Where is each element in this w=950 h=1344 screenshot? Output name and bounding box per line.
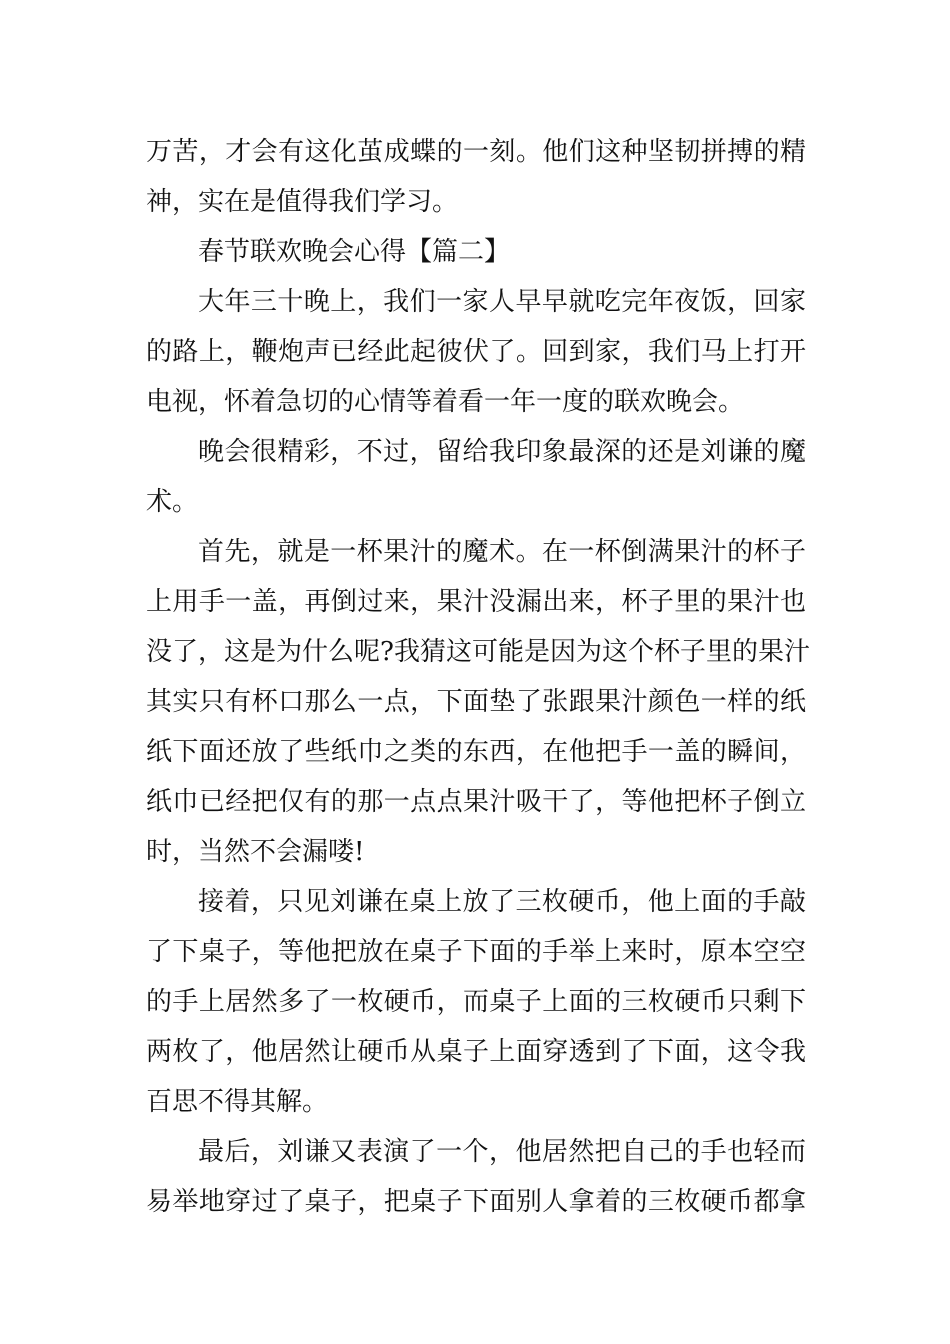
text-line: 易举地穿过了桌子，把桌子下面别人拿着的三枚硬币都拿	[146, 1187, 806, 1217]
text-line: 纸下面还放了些纸巾之类的东西，在他把手一盖的瞬间，	[146, 737, 806, 767]
text-line: 术。	[146, 487, 199, 517]
paragraph	[146, 277, 806, 427]
section-heading-text: 春节联欢晚会心得【篇二】	[198, 237, 511, 267]
paragraph	[146, 527, 810, 877]
text-line: 万苦，才会有这化茧成蝶的一刻。他们这种坚韧拼搏的精	[146, 137, 806, 167]
text-line: 首先，就是一杯果汁的魔术。在一杯倒满果汁的杯子	[198, 537, 806, 567]
text-line: 接着，只见刘谦在桌上放了三枚硬币，他上面的手敲	[198, 887, 806, 917]
text-line: 百思不得其解。	[146, 1087, 329, 1117]
text-line: 的路上，鞭炮声已经此起彼伏了。回到家，我们马上打开	[146, 337, 806, 367]
text-line: 电视，怀着急切的心情等着看一年一度的联欢晚会。	[146, 387, 745, 417]
text-line: 最后，刘谦又表演了一个，他居然把自己的手也轻而	[198, 1137, 806, 1167]
text-line: 了下桌子，等他把放在桌子下面的手举上来时，原本空空	[146, 937, 806, 967]
text-line: 上用手一盖，再倒过来，果汁没漏出来，杯子里的果汁也	[146, 587, 806, 617]
paragraph	[146, 127, 806, 227]
text-line: 的手上居然多了一枚硬币，而桌子上面的三枚硬币只剩下	[146, 987, 806, 1017]
text-line: 两枚了，他居然让硬币从桌子上面穿透到了下面，这令我	[146, 1037, 806, 1067]
text-line: 大年三十晚上，我们一家人早早就吃完年夜饭，回家	[198, 287, 806, 317]
text-line: 时，当然不会漏喽!	[146, 837, 365, 867]
section-heading	[146, 227, 806, 277]
text-line: 纸巾已经把仅有的那一点点果汁吸干了，等他把杯子倒立	[146, 787, 806, 817]
paragraph	[146, 1127, 806, 1227]
paragraph	[146, 427, 806, 527]
text-line: 神，实在是值得我们学习。	[146, 187, 459, 217]
text-line: 没了，这是为什么呢?我猜这可能是因为这个杯子里的果汁	[146, 637, 810, 667]
text-line: 晚会很精彩，不过，留给我印象最深的还是刘谦的魔	[198, 437, 806, 467]
document-body	[146, 127, 810, 1227]
paragraph	[146, 877, 806, 1127]
text-line: 其实只有杯口那么一点，下面垫了张跟果汁颜色一样的纸	[146, 687, 806, 717]
